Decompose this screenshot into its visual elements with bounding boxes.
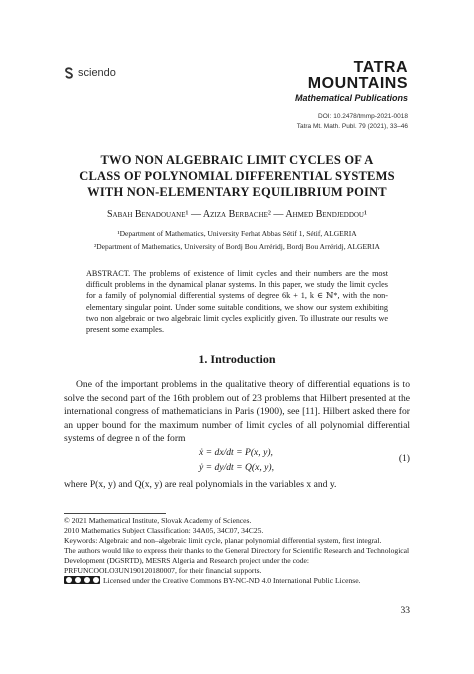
affiliation-1: ¹Department of Mathematics, University Ferhat Abbas Sétif 1, Sétif, ALGERIA	[117, 229, 357, 238]
logo-line-1: TATRA	[353, 59, 408, 76]
acknowledgement: The authors would like to express their thanks to the General Directory for Scientific Research and Technological Development (DGSRTD), MESRS Algeria and Research project under the code: PRFUNCOOLO3UN190120180007, for their financial supports.	[64, 546, 410, 575]
abstract: ABSTRACT. The problems of existence of limit cycles and their numbers are the most difficult problems in the dynamical planar systems. In this paper, we study the limit cycles for a family of polynomial differential systems of degree 6k + 1, k ∈ ℕ*, with the non-elementary singular point. Under some suitable conditions, we show our system exhibiting two non algebraic or two algebraic limit cycles explicitly given. To illustrate our results we present some examples.	[86, 269, 388, 335]
paper-title	[64, 152, 410, 200]
journal-reference: Tatra Mt. Math. Publ. 79 (2021), 33–46	[296, 123, 408, 130]
doi-block	[297, 112, 408, 132]
logo-line-2: MOUNTAINS	[307, 75, 408, 92]
affiliation-2: ²Department of Mathematics, University of Bordj Bou Arréridj, Bordj Bou Arréridj, ALGERIA	[94, 242, 380, 251]
msc-classification: 2010 Mathematics Subject Classification: 34A05, 34C07, 34C25.	[64, 526, 264, 535]
equation-number: (1)	[398, 453, 410, 464]
footnotes	[64, 516, 410, 586]
equation-block	[64, 445, 410, 473]
section-heading: 1. Introduction	[198, 352, 276, 366]
keywords: Keywords: Algebraic and non–algebraic limit cycle, planar polynomial differential system, first integral.	[64, 536, 382, 545]
journal-logo	[295, 60, 408, 103]
title-line: TWO NON ALGEBRAIC LIMIT CYCLES OF A	[100, 153, 374, 167]
authors: Sabah Benadouane¹ — Aziza Berbache² — Ahmed Bendjeddou¹	[106, 209, 367, 220]
equation-line: ẏ = dy/dt = Q(x, y),	[199, 462, 275, 473]
license-note	[64, 576, 410, 586]
paragraph-continuation: where P(x, y) and Q(x, y) are real polynomials in the variables x and y.	[64, 479, 337, 490]
footnote-divider	[64, 513, 166, 514]
doi: DOI: 10.2478/tmmp-2021-0018	[318, 113, 408, 120]
copyright-note: © 2021 Mathematical Institute, Slovak Academy of Sciences.	[64, 516, 252, 525]
sciendo-icon	[64, 67, 74, 79]
license-text: Licensed under the Creative Commons BY-NC-ND 4.0 International Public License.	[103, 576, 361, 585]
intro-paragraph: One of the important problems in the qualitative theory of differential equations is to solve the second part of the 16th problem out of 23 problems that Hilbert presented at the international congress of mathematicians in Paris (1900), see [11]. Hilbert asked there for an upper bound for the maximum number of limit cycles of all polynomial differential systems of degree n of the form	[64, 379, 410, 444]
cc-license-icon	[64, 576, 100, 584]
equation-line: ẋ = dx/dt = P(x, y),	[199, 447, 273, 458]
logo-subtitle: Mathematical Publications	[294, 93, 408, 103]
title-line: WITH NON-ELEMENTARY EQUILIBRIUM POINT	[87, 185, 387, 199]
page-number: 33	[400, 606, 410, 616]
title-line: CLASS OF POLYNOMIAL DIFFERENTIAL SYSTEMS	[79, 169, 395, 183]
publisher-logo	[64, 67, 116, 79]
publisher-name: sciendo	[78, 67, 116, 79]
